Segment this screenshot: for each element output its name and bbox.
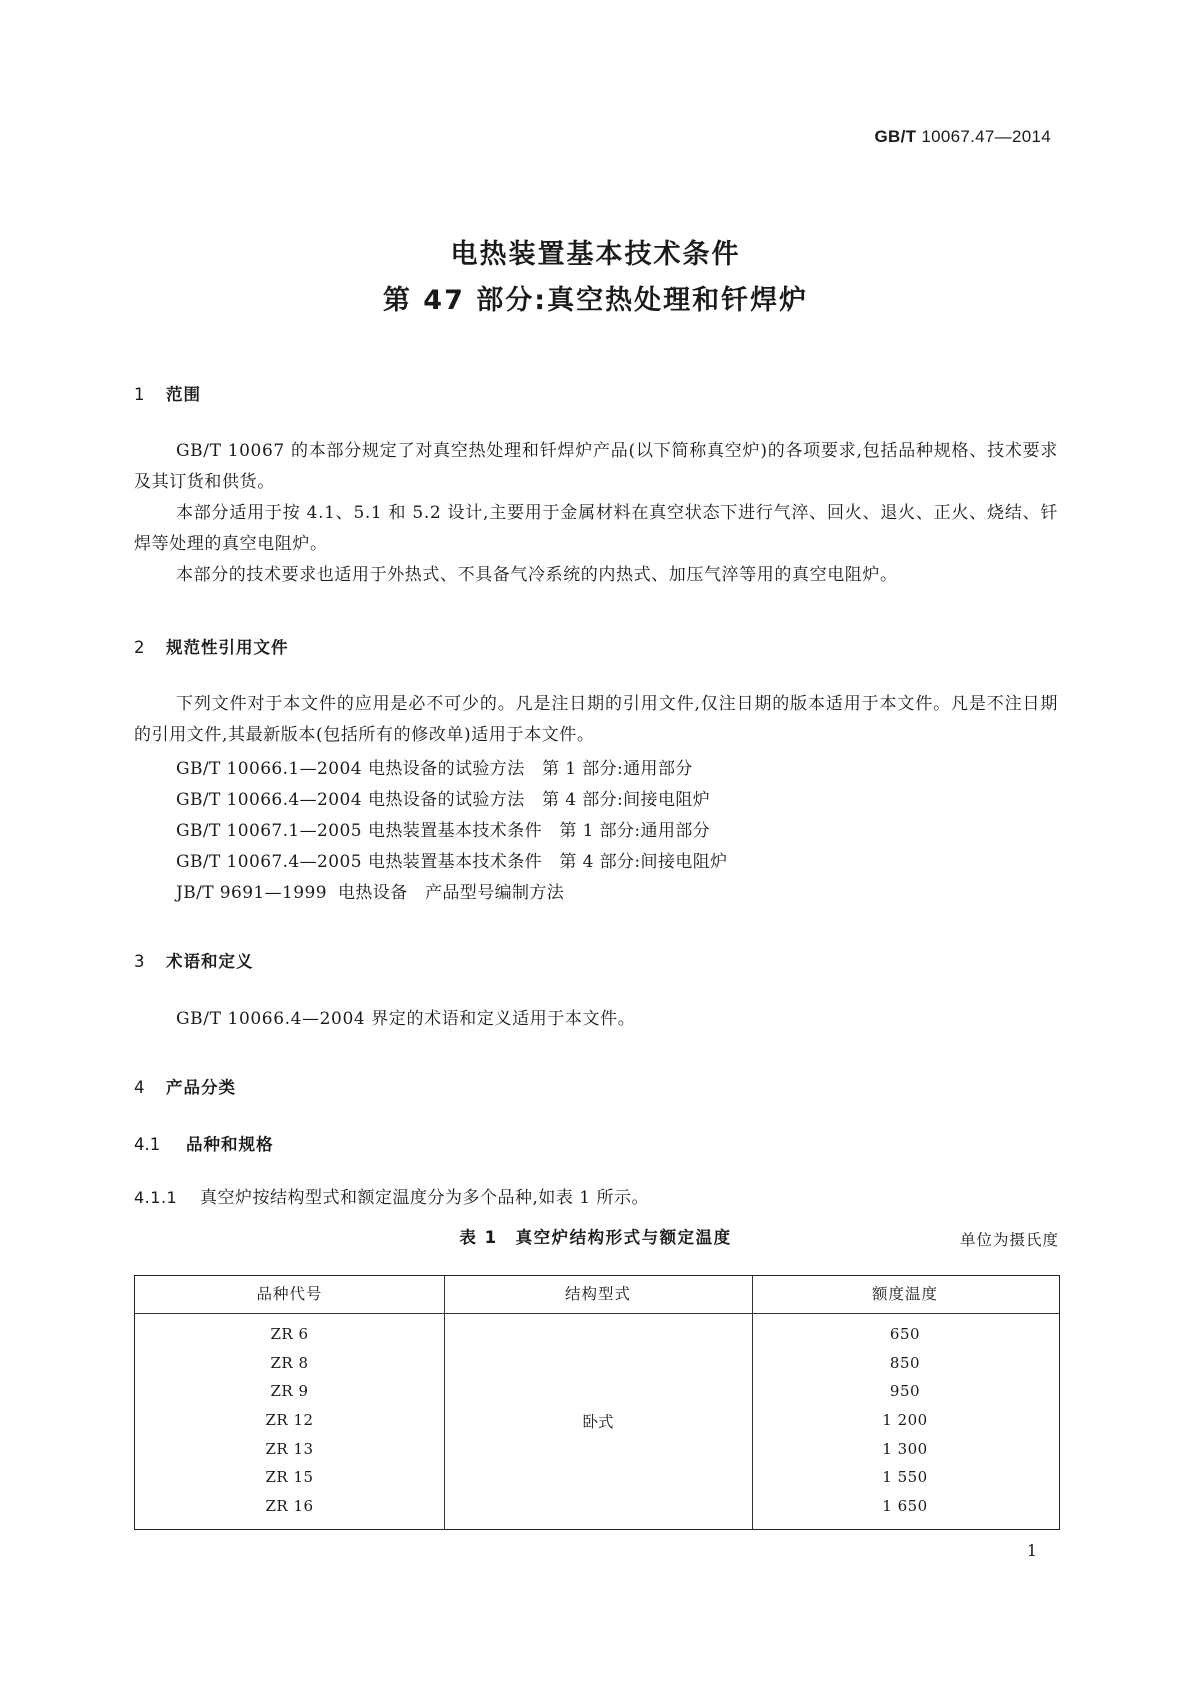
section-1-paragraph-1: GB/T 10067 的本部分规定了对真空热处理和钎焊炉产品(以下简称真空炉)的各项要求,包括品种规格、技术要求及其订货和供货。 (134, 441, 1058, 492)
section-4-heading (134, 1074, 236, 1098)
section-title: 范围 (166, 385, 201, 404)
reference-item (176, 754, 693, 779)
subsection-title: 品种和规格 (186, 1135, 274, 1154)
table-cell: 850 (889, 1353, 921, 1372)
section-1-heading (134, 381, 201, 405)
structure-type: 卧式 (582, 1413, 614, 1431)
reference-title: 电热设备的试验方法 第 1 部分:通用部分 (368, 759, 693, 779)
table-cell: ZR 12 (265, 1411, 314, 1430)
section-3-heading (134, 948, 254, 972)
table-cell: ZR 8 (270, 1353, 309, 1372)
section-number: 3 (134, 952, 145, 971)
reference-item (176, 816, 710, 841)
table-cell: ZR 9 (270, 1382, 309, 1401)
reference-code: GB/T 10066.4—2004 (176, 790, 362, 810)
reference-item (176, 785, 710, 810)
standard-prefix: GB/T (874, 127, 917, 146)
section-title: 术语和定义 (166, 952, 254, 971)
standard-code (875, 127, 1051, 147)
section-1-paragraph-2: 本部分适用于按 4.1、5.1 和 5.2 设计,主要用于金属材料在真空状态下进行气淬、回火、退火、正火、烧结、钎焊等处理的真空电阻炉。 (134, 503, 1058, 554)
table-cell: 1 300 (882, 1439, 928, 1458)
table-header-code: 品种代号 (256, 1285, 323, 1303)
page-number: 1 (1026, 1541, 1037, 1560)
reference-title: 电热装置基本技术条件 第 1 部分:通用部分 (368, 821, 711, 841)
subsection-4-1-heading (134, 1131, 274, 1155)
section-number: 2 (134, 638, 145, 657)
reference-title: 电热设备 产品型号编制方法 (338, 883, 565, 903)
subsection-number: 4.1 (134, 1135, 161, 1154)
table-cell: ZR 13 (265, 1439, 314, 1458)
document-title-line1: 电热装置基本技术条件 (450, 239, 741, 270)
reference-code: GB/T 10067.1—2005 (176, 821, 362, 841)
reference-item (176, 847, 728, 872)
section-title: 产品分类 (166, 1078, 236, 1097)
clause-number: 4.1.1 (134, 1188, 178, 1207)
table-unit: 单位为摄氏度 (959, 1231, 1059, 1249)
table-1 (134, 1275, 1060, 1530)
table-cell: 1 200 (882, 1411, 928, 1430)
section-1-paragraph-3: 本部分的技术要求也适用于外热式、不具备气冷系统的内热式、加压气淬等用的真空电阻炉。 (176, 565, 898, 585)
reference-title: 电热装置基本技术条件 第 4 部分:间接电阻炉 (368, 852, 728, 872)
reference-code: JB/T 9691—1999 (176, 883, 327, 903)
table-cell: ZR 16 (265, 1497, 314, 1516)
section-title: 规范性引用文件 (166, 638, 289, 657)
table-header-temperature: 额度温度 (871, 1285, 938, 1303)
reference-item (176, 878, 564, 903)
table-cell: ZR 15 (265, 1468, 314, 1487)
table-cell: 950 (889, 1382, 921, 1401)
table-caption: 表 1 真空炉结构形式与额定温度 (459, 1228, 732, 1247)
section-number: 1 (134, 385, 145, 404)
standard-number: 10067.47—2014 (921, 127, 1051, 146)
section-2-heading (134, 634, 289, 658)
section-2-intro: 下列文件对于本文件的应用是必不可少的。凡是注日期的引用文件,仅注日期的版本适用于本文件。凡是不注日期的引用文件,其最新版本(包括所有的修改单)适用于本文件。 (134, 694, 1058, 745)
table-header-structure: 结构型式 (564, 1285, 631, 1303)
table-cell: 1 650 (882, 1497, 928, 1516)
table-cell: 650 (889, 1325, 921, 1343)
reference-code: GB/T 10067.4—2005 (176, 852, 362, 872)
clause-text: 真空炉按结构型式和额定温度分为多个品种,如表 1 所示。 (200, 1188, 650, 1208)
reference-title: 电热设备的试验方法 第 4 部分:间接电阻炉 (368, 790, 711, 810)
section-number: 4 (134, 1078, 145, 1097)
clause-4-1-1 (134, 1183, 649, 1208)
table-column-codes (135, 1320, 444, 1521)
table-cell-structure (444, 1313, 752, 1529)
section-3-paragraph: GB/T 10066.4—2004 界定的术语和定义适用于本文件。 (176, 1009, 636, 1029)
reference-code: GB/T 10066.1—2004 (176, 759, 362, 779)
table-column-temperatures (752, 1320, 1058, 1521)
table-cell: ZR 6 (270, 1325, 309, 1343)
table-cell: 1 550 (882, 1468, 928, 1487)
document-title-line2: 第 47 部分:真空热处理和钎焊炉 (382, 285, 809, 316)
